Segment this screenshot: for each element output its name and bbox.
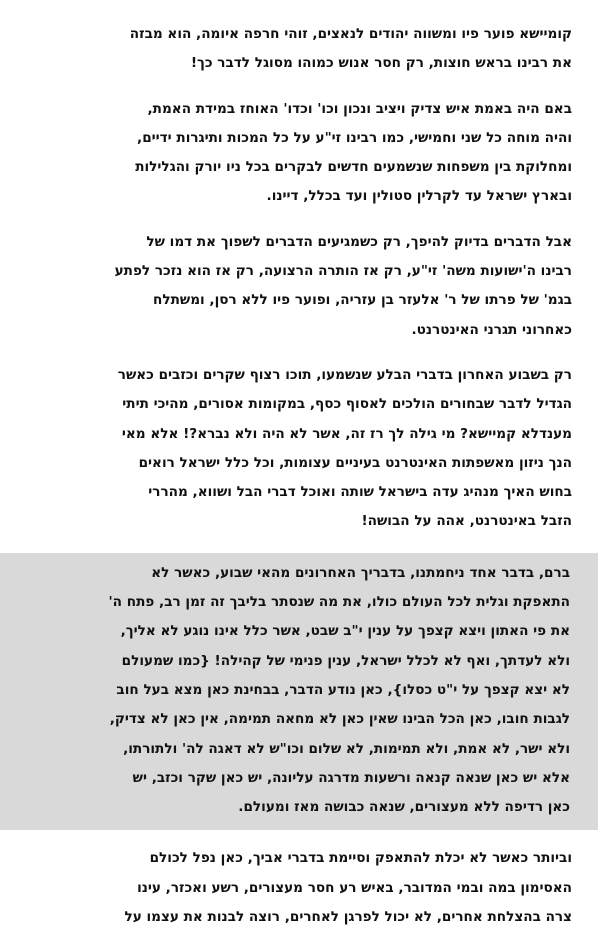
- text-line: והיה מוחה כל שני וחמישי, כמו רבינו זי"ע על כל המכות ותיגרות ידיים,: [137, 129, 572, 146]
- highlighted-paragraph: [24, 559, 570, 823]
- text-line: ברם, בדבר אחד ניחמתנו, בדבריך האחרונים מהאי שבוע, כאשר לא: [151, 564, 570, 581]
- text-line: הזבל באינטרנט, אהה על הבושה!: [361, 513, 572, 530]
- text-line: מענדלא קמיישא? מי גילה לך רז זה, אשר לא היה ולא נברא?! אלא מאי: [121, 425, 572, 442]
- text-line: ובארץ ישראל עד לקרלין סטולין ועד בכלל, דיינו.: [266, 188, 572, 205]
- paragraph-3: [26, 228, 572, 345]
- text-line: ולא ישר, לא אמת, ולא תמימות, לא שלום וכו"ש לא דאגה לה' ולתורתו,: [123, 740, 570, 757]
- text-line: ולא לעדתך, ואף לא לכלל ישראל, ענין פנימי של קהילה! {כמו שמעולם: [121, 652, 570, 669]
- text-line: הנך ניזון מאשפתות האינטרנט בעיניים עצומות, וכל כלל ישראל רואים: [138, 454, 572, 471]
- paragraph-2: [26, 95, 572, 212]
- text-line: אלא יש כאן שנאה קנאה ורשעות מדרגה עליונה, יש כאן שקר וכזב, יש: [132, 769, 570, 786]
- text-line: לגבות חובו, כאן הכל הבינו שאין כאן לא מחאה תמימה, אין כאן לא צדיק,: [109, 711, 570, 728]
- text-line: התאפקת וגלית לכל העולם כולו, את מה שנסתר בליבך זה זמן רב, פתח ה': [108, 594, 570, 611]
- text-line: לא יצא קצפך על י"ט כסלו}, כאן נודע הדבר, בבחינת כאן מצא בעל חוב: [116, 681, 570, 698]
- text-line: קומיישא פוער פיו ומשווה יהודים לנאצים, זוהי חרפה איומה, הוא מבזה: [129, 26, 572, 42]
- text-line: באם היה באמת איש צדיק ויציב ונכון וכו' וכדו' האוחז במידת האמת,: [147, 100, 572, 117]
- text-line: צרה בהצלחת אחרים, לא יכול לפרגן לאחרים, רוצה לבנות את עצמו על: [124, 909, 572, 926]
- text-line: ומחלוקת בין משפחות שנשמעים חדשים לבקרים בכל ניו יורק והגלילות: [135, 159, 572, 176]
- text-line: הגדיל לדבר שבחורים הולכים לאסוף כסף, במקומות אסורים, מהיכי תיתי: [122, 396, 572, 413]
- text-line: רק בשבוע האחרון בדברי הבלע שנשמעו, תוכו רצוף שקרים וכזבים כאשר: [117, 366, 572, 383]
- text-line: רבינו ה'ישועות משה' זי"ע, רק אז הותרה הרצועה, רק אז הוא נזכר לפתע: [114, 263, 572, 280]
- text-line: את פי האתון ויצא קצפך על ענין י"ב שבט, אשר כלל אינו נוגע לא אליך,: [120, 623, 570, 640]
- highlighted-block: [0, 553, 598, 831]
- text-line: וביותר כאשר לא יכלת להתאפק וסיימת בדברי אביך, כאן נפל לכולם: [149, 850, 572, 867]
- text-line: כאחרוני תגרני האינטרנט.: [411, 321, 572, 338]
- text-line: בחוש האיך מנהיג עדה בישראל שותה ואוכל דברי הבל ושווא, מהררי: [148, 484, 572, 501]
- text-line: האסימון במה ובמי המדובר, באיש רע חסר מעצורים, רשע ואכזר, עינו: [137, 879, 572, 896]
- text-line: אבל הדברים בדיוק להיפך, רק כשמגיעים הדברים לשפוך את דמו של: [146, 233, 572, 250]
- paragraph-1: [26, 20, 572, 79]
- text-line: בגמ' של פרתו של ר' אלעזר בן עזריה, ופוער פיו ללא רסן, ומשתלח: [153, 292, 572, 309]
- text-line: כאן רדיפה ללא מעצורים, שנאה כבושה מאז ומעולם.: [238, 799, 570, 816]
- paragraph-4: [26, 361, 572, 537]
- paragraph-final: [26, 844, 572, 932]
- text-line: את רבינו בראש חוצות, רק חסר אנוש כמוהו מסוגל לדבר כך!: [190, 55, 572, 72]
